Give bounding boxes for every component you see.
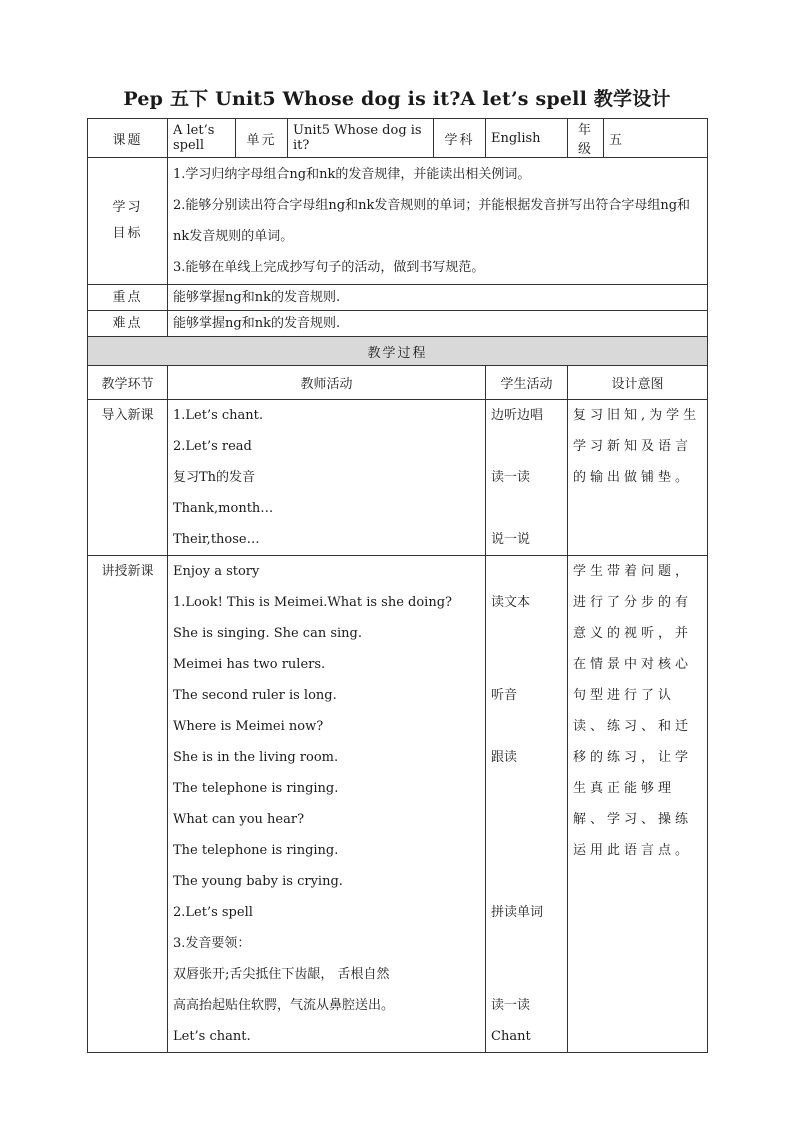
objective-item: 3.能够在单线上完成抄写句子的活动，做到书写规范。 (173, 260, 485, 275)
col-stage: 教学环节 (88, 366, 168, 400)
stage-intro: 导入新课 (101, 408, 154, 423)
key-point-text: 能够掌握ng和nk的发音规则. (168, 285, 708, 311)
student-activity-intro (486, 400, 568, 556)
section-intro-row (88, 400, 708, 556)
grade-label: 年级 (568, 119, 604, 158)
teacher-line: 2.Let’s spell (173, 905, 253, 920)
student-line: 跟读 (491, 750, 518, 765)
design-intent-intro: 复习旧知,为学生学习新知及语言的输出做铺垫。 (568, 400, 708, 556)
student-activity-new (486, 556, 568, 1053)
student-line (491, 959, 562, 990)
teacher-line: She is in the living room. (173, 750, 339, 765)
student-line: 读一读 (491, 470, 531, 485)
teacher-line: 2.Let’s read (173, 439, 252, 454)
student-line (491, 493, 562, 524)
process-header-row (88, 337, 708, 366)
teacher-activity-new (168, 556, 486, 1053)
teacher-line: The telephone is ringing. (173, 843, 339, 858)
student-line (491, 866, 562, 897)
student-line (491, 835, 562, 866)
section-new-lesson-row (88, 556, 708, 1053)
key-point-label: 重点 (88, 285, 168, 311)
topic-value: A let’s spell (168, 119, 236, 158)
teacher-line: The telephone is ringing. (173, 781, 339, 796)
teacher-line: Their,those… (173, 532, 260, 547)
teacher-line: 1.Let’s chant. (173, 408, 264, 423)
teacher-line: Thank,month… (173, 501, 274, 516)
col-student: 学生活动 (486, 366, 568, 400)
teacher-line: She is singing. She can sing. (173, 626, 363, 641)
teacher-line: The young baby is crying. (173, 874, 343, 889)
design-intent-new: 学生带着问题，进行了分步的有意义的视听，并在情景中对核心句型进行了认读、练习、和迁移的练习，让学生真正能够理解、学习、操练运用此语言点。 (568, 556, 708, 1053)
page-title: Pep 五下 Unit5 Whose dog is it?A let’s spell 教学设计 (123, 88, 671, 110)
teacher-line: Let’s chant. (173, 1029, 251, 1044)
col-intent: 设计意图 (568, 366, 708, 400)
process-header: 教学过程 (88, 337, 708, 366)
teacher-line: 高高抬起贴住软腭，气流从鼻腔送出。 (173, 998, 395, 1013)
difficulty-text: 能够掌握ng和nk的发音规则. (168, 311, 708, 337)
difficulty-label: 难点 (88, 311, 168, 337)
stage-new-lesson: 讲授新课 (101, 564, 154, 579)
student-line (491, 804, 562, 835)
student-line: 拼读单词 (491, 905, 544, 920)
student-line (491, 431, 562, 462)
objectives-label: 学习目标 (88, 158, 168, 285)
teacher-line: Where is Meimei now? (173, 719, 324, 734)
student-line (491, 556, 562, 587)
subject-value: English (486, 119, 568, 158)
teacher-line: 1.Look! This is Meimei.What is she doing? (173, 595, 453, 610)
info-row (88, 119, 708, 158)
objectives-row (88, 158, 708, 285)
unit-label: 单元 (236, 119, 288, 158)
student-line: 读一读 (491, 998, 531, 1013)
student-line (491, 711, 562, 742)
lesson-plan-table (87, 118, 708, 1053)
objective-item: 1.学习归纳字母组合ng和nk的发音规律，并能读出相关例词。 (173, 167, 531, 182)
unit-value: Unit5 Whose dog is it? (288, 119, 434, 158)
student-line: 听音 (491, 688, 518, 703)
teacher-line: 双唇张开;舌尖抵住下齿龈， 舌根自然 (173, 967, 390, 982)
difficulty-row (88, 311, 708, 337)
student-line: Chant (491, 1029, 531, 1044)
teacher-line: 3.发音要领： (173, 936, 251, 951)
student-line (491, 618, 562, 649)
key-point-row (88, 285, 708, 311)
teacher-activity-intro (168, 400, 486, 556)
student-line: 说一说 (491, 532, 531, 547)
grade-value: 五 (604, 119, 708, 158)
teacher-line: 复习Th的发音 (173, 470, 256, 485)
column-header-row (88, 366, 708, 400)
student-line (491, 649, 562, 680)
teacher-line: What can you hear? (173, 812, 305, 827)
topic-label: 课题 (88, 119, 168, 158)
subject-label: 学科 (434, 119, 486, 158)
teacher-line: Enjoy a story (173, 564, 260, 579)
objectives-content (168, 158, 708, 285)
col-teacher: 教师活动 (168, 366, 486, 400)
student-line: 读文本 (491, 595, 531, 610)
student-line (491, 928, 562, 959)
teacher-line: The second ruler is long. (173, 688, 337, 703)
student-line: 边听边唱 (491, 408, 544, 423)
student-line (491, 773, 562, 804)
teacher-line: Meimei has two rulers. (173, 657, 326, 672)
objective-item: 2.能够分别读出符合字母组ng和nk发音规则的单词；并能根据发音拼写出符合字母组ng和nk发音规则的单词。 (173, 198, 691, 244)
